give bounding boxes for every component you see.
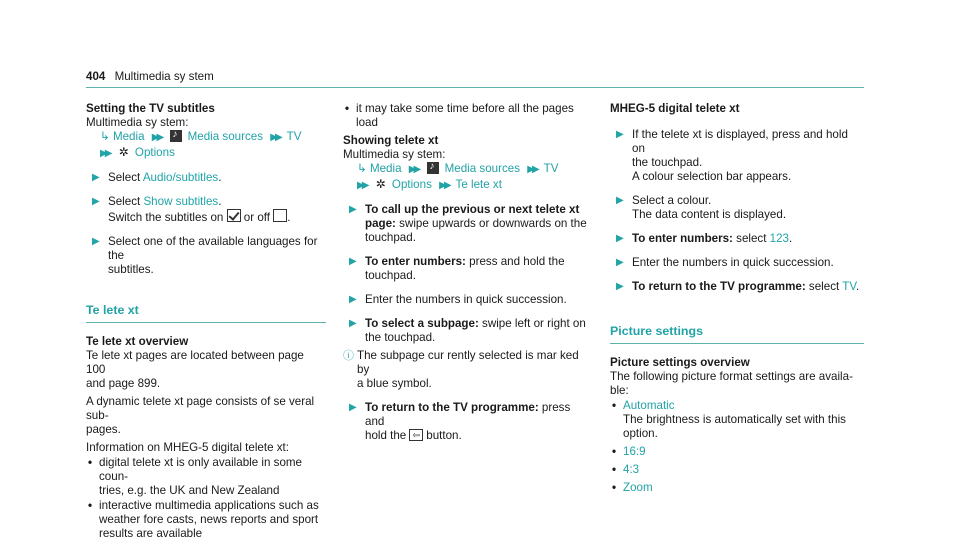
system-line: Multimedia sy stem: — [86, 116, 189, 129]
path-teletext[interactable]: Te lete xt — [455, 178, 502, 191]
menu-path-2 — [86, 145, 326, 161]
step-arrow-icon: ▶ — [616, 257, 624, 268]
info-icon: ⓘ — [343, 350, 354, 362]
chevron-icon: ▶▶ — [270, 132, 280, 143]
chevron-icon: ▶▶ — [357, 180, 367, 191]
step-arrow-icon: ▶ — [349, 204, 357, 215]
checkbox-checked-icon — [227, 209, 241, 222]
list-item: • it may take some time before all the pages load — [345, 102, 574, 129]
picture-settings-section-title: Picture settings — [610, 324, 864, 344]
checkbox-empty-icon — [273, 209, 287, 222]
menu-path-1 — [86, 130, 326, 145]
step-arrow-icon: ▶ — [92, 172, 100, 183]
picture-overview-heading: Picture settings overview — [610, 356, 750, 369]
subtitles-heading: Setting the TV subtitles — [86, 102, 215, 115]
list-item: • Zoom — [612, 481, 653, 494]
menu-path-2 — [343, 177, 591, 193]
step-item: ▶ Select Show subtitles. Switch the subtitles on or off . — [92, 195, 291, 224]
chevron-icon: ▶▶ — [527, 164, 537, 175]
chevron-icon: ▶▶ — [151, 132, 162, 143]
mheg5-heading: MHEG‑5 digital telete xt — [610, 102, 740, 115]
path-media[interactable]: Media — [369, 162, 402, 175]
info-note: ⓘ The subpage cur rently selected is mar ked by a blue symbol. — [343, 349, 579, 390]
gear-icon: ✲ — [118, 145, 129, 159]
step-item: ▶ Select one of the available languages for the subtitles. — [92, 235, 318, 276]
page-header-title: Multimedia sy stem — [114, 70, 214, 83]
teletext-overview-heading: Te lete xt overview — [86, 335, 189, 348]
chevron-icon: ▶▶ — [439, 180, 449, 191]
option-123[interactable]: 123 — [769, 232, 789, 245]
page-header — [86, 70, 214, 84]
path-options[interactable]: Options — [134, 146, 175, 159]
step-item: ▶ To enter numbers: press and hold the touchpad. — [349, 255, 565, 282]
back-button-icon: ⇦ — [409, 429, 423, 441]
show-subtitles-link[interactable]: Show subtitles — [143, 195, 219, 208]
step-item: ▶ If the telete xt is displayed, press and hold on the touchpad. A colour selection bar appears. — [616, 128, 848, 183]
step-arrow-icon: ▶ — [92, 196, 100, 207]
step-arrow-icon: ▶ — [349, 402, 357, 413]
media-sources-icon — [170, 130, 182, 142]
step-item: ▶ To return to the TV programme: press and hold the ⇦ button. — [349, 401, 571, 442]
list-item: • 4:3 — [612, 463, 640, 476]
step-item: ▶ To call up the previous or next telete xt page: swipe upwards or downwards on the touchpad. — [349, 203, 587, 244]
audio-subtitles-link[interactable]: Audio/subtitles — [142, 171, 219, 184]
column-2: • it may take some time before all the pages load Showing telete xt Multimedia sy stem: ↳ Media ▶▶ ♪ Media sources ▶▶ TV ▶▶ ✲ Options ▶▶ Te lete xt ▶ To call up the previous or next telete xt page: swipe upwards or downwards on the touchpad. ▶ To enter numbers: press and hold the touchpad. ▶ Enter the numbers in quick succession. ▶ To select a subpage: swipe left or right on the touchpad. ⓘ The subpage cur rently selected is mar ked by a blue symbol. ▶ To return to the TV programme: press and hold the ⇦ button. — [343, 102, 591, 443]
path-media[interactable]: Media — [112, 130, 145, 143]
menu-path-1 — [343, 162, 591, 177]
teletext-section-title: Te lete xt — [86, 303, 326, 323]
column-3: MHEG‑5 digital telete xt ▶ If the telete xt is displayed, press and hold on the touchpad. A colour selection bar appears. ▶ Select a colour. The data content is displayed. ▶ To enter numbers: select 123. ▶ Enter the numbers in quick succession. ▶ To return to the TV programme: select TV. Picture settings Picture settings overview The following picture format settings are availa‑ ble: • Automatic The brightness is automatically set with this option. • 16:9 • 4:3 • Zoom — [610, 102, 864, 495]
step-item: ▶ Select a colour. The data content is displayed. — [616, 194, 787, 221]
column-1: Setting the TV subtitles Multimedia sy stem: ↳ Media ▶▶ ♪ Media sources ▶▶ TV ▶▶ ✲ Options ▶ Select Audio/subtitles. ▶ Select Show subtitles. Switch the subtitles on or off . ▶ Select one of the available languages for the subtitles. Te lete xt Te lete xt overview Te lete xt pages are located between page 100 and page 899. A dynamic telete xt page consists of se veral sub‑ pages. Information on MHEG‑5 digital telete xt: • digital telete xt is only available in some coun‑ tries, e.g. the UK and New Zealand • interactive multimedia applications such as weather fore casts, news reports and sport results are available — [86, 102, 326, 541]
option-16-9[interactable]: 16:9 — [623, 445, 646, 458]
step-item: ▶ To enter numbers: select 123. — [616, 232, 793, 245]
path-arrow-icon: ↳ — [357, 162, 367, 175]
path-tv[interactable]: TV — [543, 162, 559, 175]
list-item: • interactive multimedia applications such as weather fore casts, news reports and sport results are available — [88, 499, 319, 540]
list-item: • digital telete xt is only available in some coun‑ tries, e.g. the UK and New Zealand — [88, 456, 302, 497]
step-arrow-icon: ▶ — [349, 294, 357, 305]
step-item: ▶ Enter the numbers in quick succession. — [616, 256, 834, 269]
page-number: 404 — [86, 70, 106, 83]
chevron-icon: ▶▶ — [100, 148, 110, 159]
option-zoom[interactable]: Zoom — [623, 481, 653, 494]
gear-icon: ✲ — [375, 177, 386, 191]
step-arrow-icon: ▶ — [616, 195, 624, 206]
step-item: ▶ To select a subpage: swipe left or right on the touchpad. — [349, 317, 586, 344]
option-tv[interactable]: TV — [842, 280, 856, 293]
chevron-icon: ▶▶ — [408, 164, 419, 175]
step-item: ▶ Enter the numbers in quick succession. — [349, 293, 567, 306]
step-item: ▶ Select Audio/subtitles. — [92, 171, 222, 184]
step-arrow-icon: ▶ — [616, 281, 624, 292]
option-4-3[interactable]: 4:3 — [623, 463, 640, 476]
showing-teletext-heading: Showing telete xt — [343, 134, 439, 147]
media-sources-icon — [427, 162, 439, 174]
option-automatic[interactable]: Automatic — [623, 399, 675, 412]
step-item: ▶ To return to the TV programme: select TV. — [616, 280, 860, 293]
step-arrow-icon: ▶ — [349, 318, 357, 329]
step-arrow-icon: ▶ — [616, 129, 624, 140]
list-item: • Automatic The brightness is automatically set with this option. — [612, 399, 846, 440]
step-arrow-icon: ▶ — [616, 233, 624, 244]
path-media-sources[interactable]: Media sources — [187, 130, 264, 143]
path-options[interactable]: Options — [391, 178, 432, 191]
path-tv[interactable]: TV — [286, 130, 302, 143]
list-item: • 16:9 — [612, 445, 646, 458]
path-arrow-icon: ↳ — [100, 130, 110, 143]
step-arrow-icon: ▶ — [92, 236, 100, 247]
step-arrow-icon: ▶ — [349, 256, 357, 267]
path-media-sources[interactable]: Media sources — [444, 162, 521, 175]
header-divider — [86, 87, 864, 88]
